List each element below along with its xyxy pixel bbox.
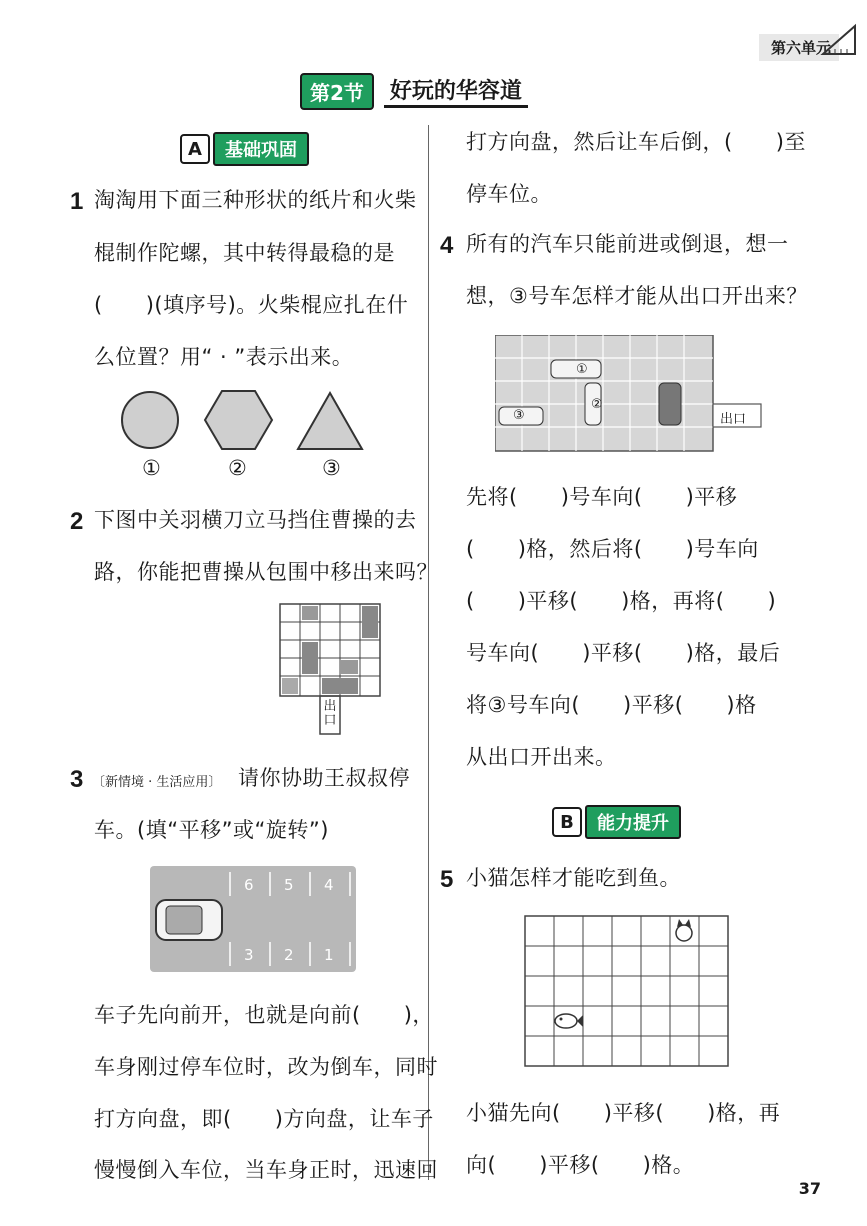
slot-label: 5: [284, 876, 294, 894]
q5-line: 小猫怎样才能吃到鱼。: [466, 866, 681, 890]
hexagon-shape: [205, 391, 272, 449]
q4-answer-line: 将③号车向( )平移( )格: [466, 693, 757, 717]
q1-line: 么位置？用“ · ”表示出来。: [94, 345, 354, 369]
cat-icon: [676, 919, 692, 941]
slot-label: 6: [244, 876, 254, 894]
ruler-icon: [819, 22, 859, 58]
shape-label: ②: [228, 456, 248, 480]
q5-answer-line: 向( )平移( )格。: [466, 1153, 695, 1177]
q3-line: 车。(填“平移”或“旋转”): [94, 818, 329, 842]
circle-shape: [122, 392, 178, 448]
q4-answer-line: 先将( )号车向( )平移: [466, 485, 738, 509]
section-badge: 第2节: [300, 73, 374, 110]
car-label: ②: [591, 397, 603, 412]
q1-line: 淘淘用下面三种形状的纸片和火柴: [94, 188, 417, 212]
q3-answer-line: 慢慢倒入车位，当车身正时，迅速回: [94, 1158, 438, 1182]
part-a-tag: [180, 132, 309, 166]
part-a-letter: A: [180, 134, 210, 164]
q4-answer-line: ( )平移( )格，再将( ): [466, 589, 777, 613]
q1-line: 棍制作陀螺，其中转得最稳的是: [94, 241, 395, 265]
q2-number: 2: [70, 508, 84, 535]
q2-exit-label: 出口: [323, 699, 337, 728]
cat-fish-grid: [524, 915, 730, 1069]
section-title: [300, 74, 528, 108]
q4-number: 4: [440, 232, 454, 259]
slot-label: 4: [324, 876, 334, 894]
part-b-tag: [552, 805, 681, 839]
slot-label: 3: [244, 946, 254, 964]
q3-continue-line: 停车位。: [466, 182, 552, 206]
car-label: ①: [576, 362, 588, 377]
q3-answer-line: 打方向盘，即( )方向盘，让车子: [94, 1107, 434, 1131]
q1-shapes: [110, 385, 380, 455]
q4-answer-line: 从出口开出来。: [466, 745, 617, 769]
shape-label: ①: [142, 456, 162, 480]
q4-line: 想，③号车怎样才能从出口开出来？: [466, 284, 808, 308]
q2-line: 路，你能把曹操从包围中移出来吗？: [94, 560, 438, 584]
part-b-letter: B: [552, 807, 582, 837]
q1-line: ( )(填序号)。火柴棍应扎在什: [94, 293, 409, 317]
q5-answer-line: 小猫先向( )平移( )格，再: [466, 1101, 781, 1125]
q4-exit-label: 出口: [720, 412, 747, 427]
part-b-label: 能力提升: [585, 805, 681, 839]
section-name: 好玩的华容道: [384, 74, 528, 108]
q4-answer-line: ( )格，然后将( )号车向: [466, 537, 759, 561]
q4-answer-line: 号车向( )平移( )格，最后: [466, 641, 781, 665]
q4-line: 所有的汽车只能前进或倒退，想一: [466, 232, 789, 256]
slot-label: 2: [284, 946, 294, 964]
q3-context-tag: 〔新情境 · 生活应用〕: [92, 775, 222, 790]
q2-line: 下图中关羽横刀立马挡住曹操的去: [94, 508, 417, 532]
page-number: 37: [798, 1179, 821, 1198]
q3-number: 3: [70, 766, 84, 793]
triangle-shape: [298, 393, 362, 449]
car-label: ③: [513, 408, 525, 423]
slot-label: 1: [324, 946, 334, 964]
q5-number: 5: [440, 866, 454, 893]
parking-grid: [495, 335, 765, 453]
q1-number: 1: [70, 188, 84, 215]
car-4-icon: [659, 383, 681, 425]
shape-label: ③: [322, 456, 342, 480]
q3-answer-line: 车身刚过停车位时，改为倒车，同时: [94, 1055, 438, 1079]
q3-continue-line: 打方向盘，然后让车后倒，( )至: [466, 130, 806, 154]
fish-icon: [555, 1014, 583, 1028]
q3-answer-line: 车子先向前开，也就是向前( )，: [94, 1003, 434, 1027]
q3-line: 请你协助王叔叔停: [238, 766, 410, 790]
part-a-label: 基础巩固: [213, 132, 309, 166]
unit-label: 第六单元: [759, 34, 839, 61]
